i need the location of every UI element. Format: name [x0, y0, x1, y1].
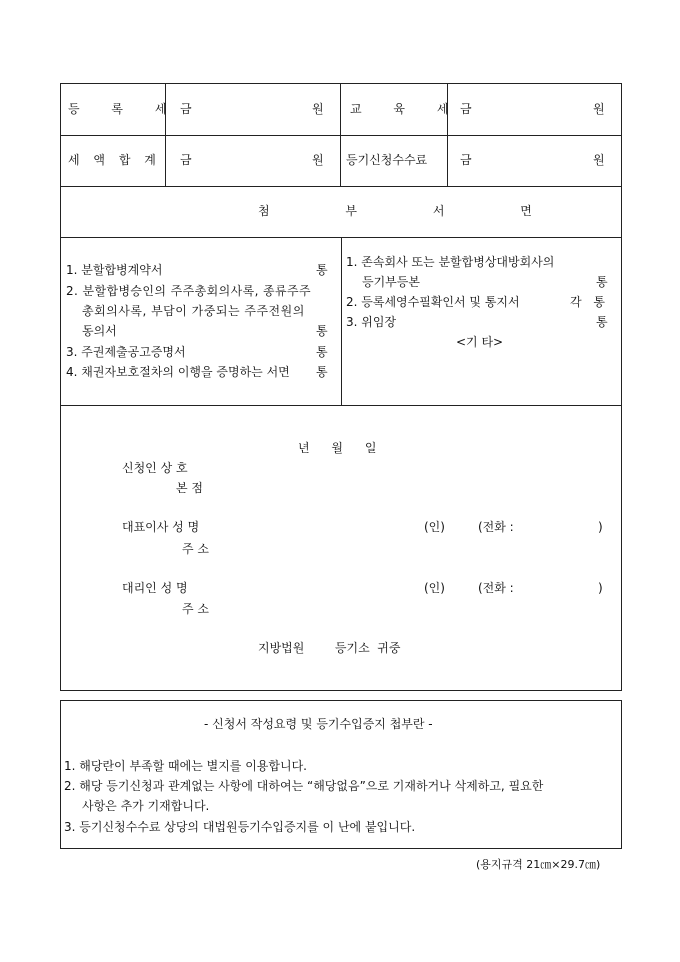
amount-unit: 원: [312, 153, 324, 167]
attachment-unit: 통: [596, 275, 608, 289]
seal-mark: (인): [424, 581, 445, 595]
education-tax-label: 교 육 세: [350, 102, 463, 116]
attachment-item: 1. 존속회사 또는 분할합병상대방회사의: [346, 255, 555, 269]
paper-size-note: (용지규격 21㎝×29.7㎝): [476, 858, 601, 871]
attachment-unit: 통: [316, 324, 328, 338]
court-addressee: 지방법원 등기소 귀중: [258, 641, 401, 655]
divider: [447, 83, 448, 186]
attachment-item: 3. 위임장: [346, 315, 397, 329]
divider: [340, 83, 341, 186]
applicant-label: 신청인 상 호: [122, 461, 188, 475]
amount-unit: 원: [593, 153, 605, 167]
agent-address-label: 주 소: [182, 602, 209, 616]
representative-address-label: 주 소: [182, 542, 209, 556]
attachment-item: 4. 채권자보호절차의 이행을 증명하는 서면: [66, 365, 290, 379]
phone-label: (전화 :: [478, 520, 514, 534]
total-tax-label: 세 액 합 계: [68, 153, 161, 167]
date-line: 년 월 일: [298, 441, 377, 455]
attachment-item: 3. 주권제출공고증명서: [66, 345, 186, 359]
attachment-item: 2. 분할합병승인의 주주총회의사록, 종류주주: [66, 284, 311, 298]
divider: [341, 237, 342, 405]
head-office-label: 본 점: [176, 481, 203, 495]
agent-label: 대리인 성 명: [122, 581, 188, 595]
instructions-title: - 신청서 작성요령 및 등기수입증지 첩부란 -: [204, 717, 433, 731]
divider: [60, 186, 622, 187]
fee-label: 등기신청수수료: [346, 153, 428, 167]
attachment-item: 등기부등본: [362, 275, 420, 289]
instruction-item: 3. 등기신청수수료 상당의 대법원등기수입증지를 이 난에 붙입니다.: [64, 820, 416, 834]
phone-close: ): [598, 520, 603, 534]
other-label: <기 타>: [456, 335, 504, 349]
divider: [165, 83, 166, 186]
attachment-item: 1. 분할합병계약서: [66, 263, 163, 277]
amount-prefix: 금: [180, 153, 192, 167]
divider: [60, 405, 622, 406]
attachment-unit: 통: [596, 315, 608, 329]
representative-label: 대표이사 성 명: [122, 520, 200, 534]
phone-label: (전화 :: [478, 581, 514, 595]
attachment-item: 총회의사록, 부담이 가중되는 주주전원의: [82, 304, 305, 318]
attachment-item: 2. 등록세영수필확인서 및 통지서: [346, 295, 520, 309]
instruction-item: 사항은 추가 기재합니다.: [82, 799, 210, 813]
attachment-unit: 각 통: [570, 295, 605, 309]
seal-mark: (인): [424, 520, 445, 534]
amount-prefix: 금: [460, 102, 472, 116]
amount-prefix: 금: [460, 153, 472, 167]
attachment-unit: 통: [316, 263, 328, 277]
registration-tax-label: 등 록 세: [68, 102, 181, 116]
phone-close: ): [598, 581, 603, 595]
attachment-unit: 통: [316, 365, 328, 379]
instruction-item: 1. 해당란이 부족할 때에는 별지를 이용합니다.: [64, 759, 307, 773]
amount-unit: 원: [593, 102, 605, 116]
amount-prefix: 금: [180, 102, 192, 116]
divider: [60, 135, 622, 136]
instruction-item: 2. 해당 등기신청과 관계없는 사항에 대하여는 “해당없음”으로 기재하거나 삭제하고, 필요한: [64, 779, 544, 793]
amount-unit: 원: [312, 102, 324, 116]
attachments-title: 첨 부 서 면: [258, 204, 568, 218]
attachment-unit: 통: [316, 345, 328, 359]
attachment-item: 동의서: [82, 324, 117, 338]
